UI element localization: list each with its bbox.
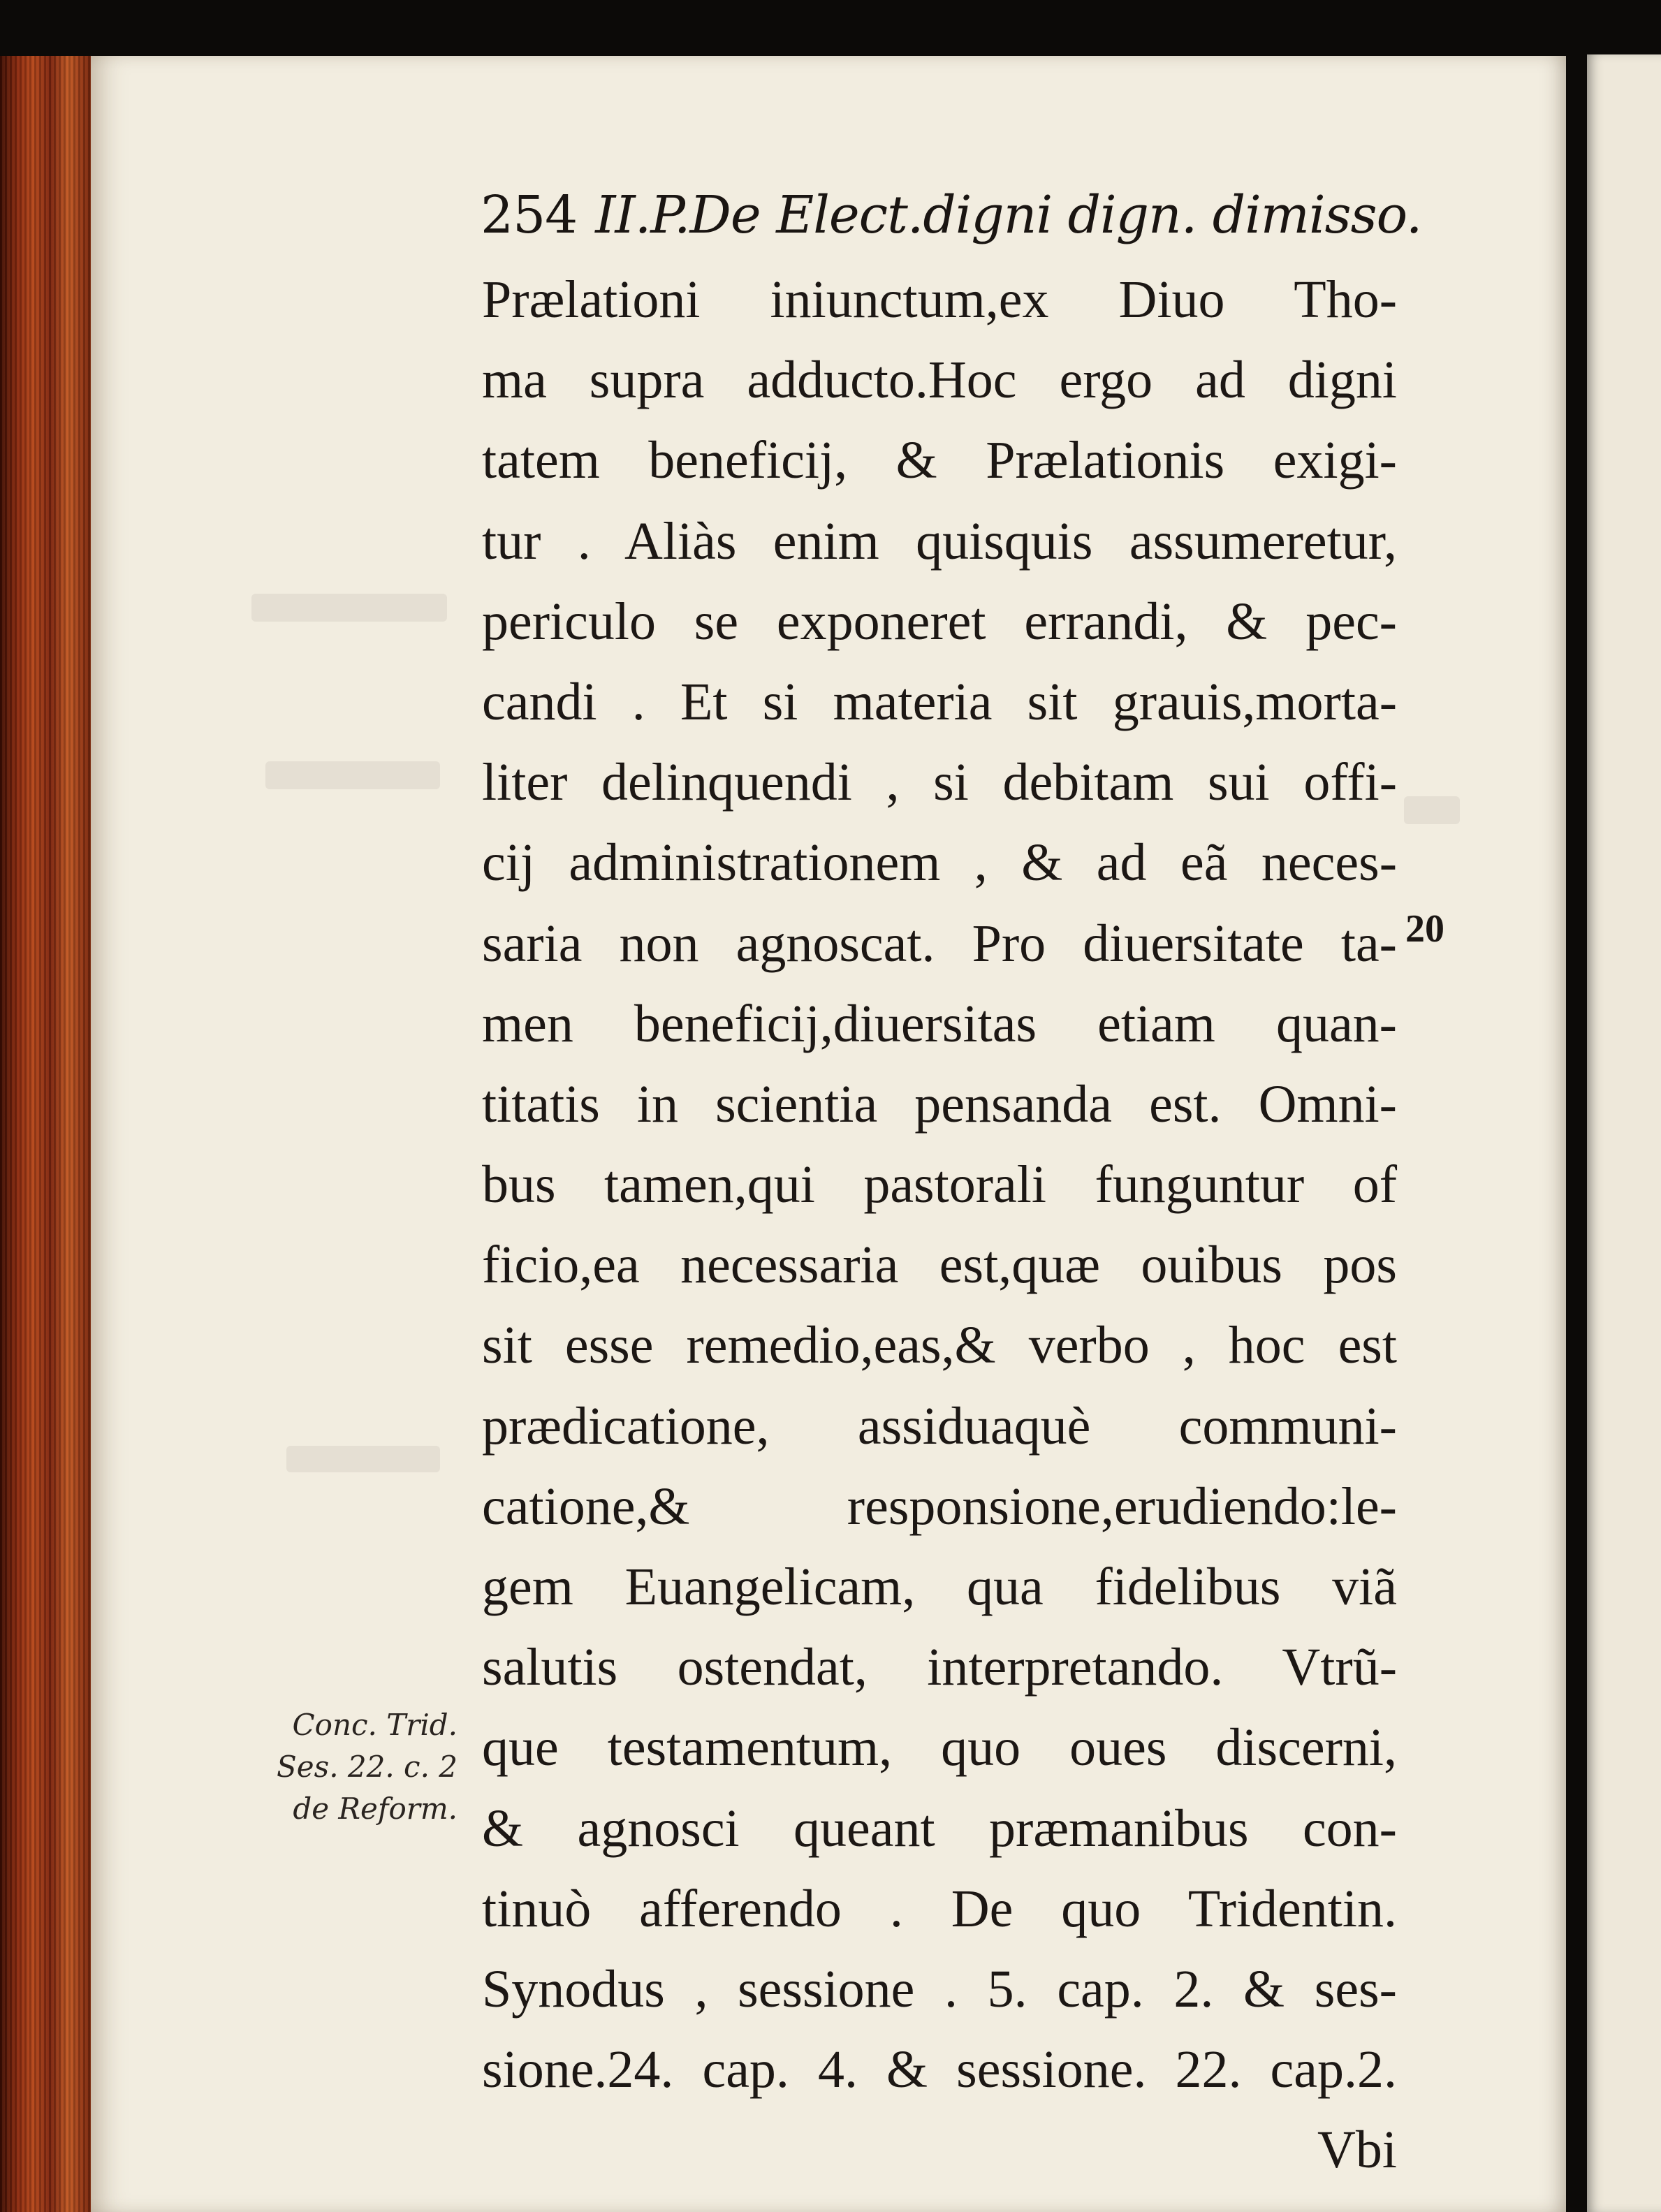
facing-page-edge	[1587, 54, 1661, 2212]
page-number: 254	[481, 185, 578, 245]
text-line: Prælationi iniunctum,ex Diuo Tho-	[482, 270, 1397, 329]
text-line: prædicatione, assiduaquè communi-	[482, 1396, 1397, 1456]
catchword: Vbi	[1317, 2121, 1397, 2180]
text-line: catione,& responsione,erudiendo:le-	[482, 1477, 1397, 1536]
margin-note	[248, 1704, 458, 1830]
margin-note-line: de Reform.	[293, 1792, 458, 1826]
text-line: ma supra adducto.Hoc ergo ad digni	[482, 351, 1397, 410]
text-line: sione.24. cap. 4. & sessione. 22. cap.2.	[482, 2040, 1397, 2100]
text-line: & agnosci queant præmanibus con-	[482, 1799, 1397, 1858]
bleed-through-mark	[286, 1446, 440, 1472]
text-line: ficio,ea necessaria est,quæ ouibus pos	[482, 1236, 1397, 1295]
text-line: Synodus , sessione . 5. cap. 2. & ses-	[482, 1959, 1397, 2019]
bleed-through-mark	[265, 761, 440, 789]
running-head	[481, 180, 1422, 250]
text-line: candi . Et si materia sit grauis,morta-	[482, 672, 1397, 731]
text-line: gem Euangelicam, qua fidelibus viã	[482, 1558, 1397, 1616]
text-line: que testamentum, quo oues discerni,	[482, 1718, 1397, 1778]
book-edge-texture	[0, 56, 98, 2212]
text-line: titatis in scientia pensanda est. Omni-	[482, 1074, 1397, 1134]
bleed-through-mark	[1404, 796, 1460, 824]
text-line: tatem beneficij, & Prælationis exigi-	[482, 431, 1397, 490]
text-line: bus tamen,qui pastorali funguntur of	[482, 1155, 1397, 1215]
margin-number: 20	[1405, 907, 1444, 951]
margin-note-line: Ses. 22. c. 2	[277, 1750, 458, 1784]
text-line: tur . Aliàs enim quisquis assumeretur,	[482, 511, 1397, 571]
margin-note-line: Conc. Trid.	[292, 1708, 458, 1742]
body-text	[482, 260, 1397, 2191]
text-line: sit esse remedio,eas,& verbo , hoc est	[482, 1316, 1397, 1375]
text-line: liter delinquendi , si debitam sui offi-	[482, 753, 1397, 812]
text-line: men beneficij,diuersitas etiam quan-	[482, 994, 1397, 1053]
text-line: cij administrationem , & ad eã neces-	[482, 833, 1397, 893]
text-line: tinuò afferendo . De quo Tridentin.	[482, 1879, 1397, 1938]
text-line: saria non agnoscat. Pro diuersitate ta-	[482, 914, 1397, 973]
text-line: periculo se exponeret errandi, & pec-	[482, 592, 1397, 651]
bleed-through-mark	[251, 594, 447, 622]
text-line: salutis ostendat, interpretando. Vtrũ-	[482, 1638, 1397, 1697]
running-head-title: II.P.De Elect.digni dign. dimisso.	[595, 185, 1422, 245]
